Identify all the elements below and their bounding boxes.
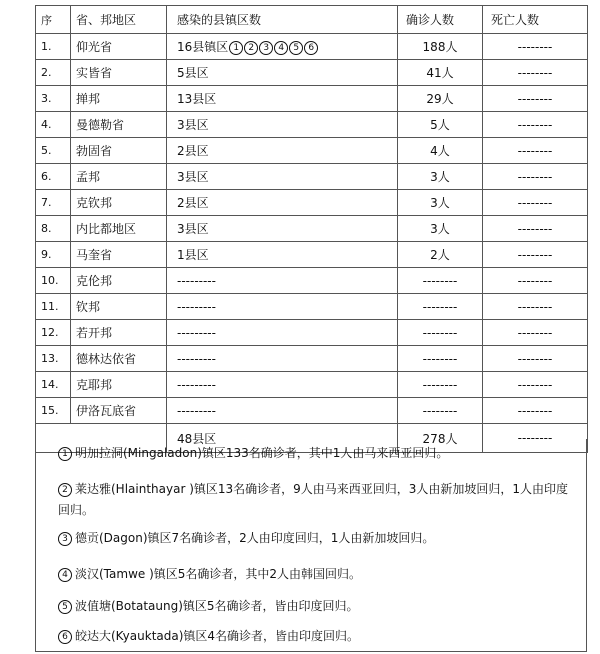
row-seq: 10.	[36, 268, 71, 294]
row-province: 掸邦	[71, 86, 167, 112]
row-seq: 8.	[36, 216, 71, 242]
row-districts: 2县区	[167, 190, 398, 216]
table-row	[36, 320, 588, 346]
row-province: 马奎省	[71, 242, 167, 268]
row-deaths: --------	[483, 320, 588, 346]
footnote-marker-6: 6	[304, 41, 318, 55]
row-seq: 14.	[36, 372, 71, 398]
row-confirmed: --------	[398, 372, 483, 398]
row-seq: 13.	[36, 346, 71, 372]
covid-cases-table	[35, 5, 588, 453]
row-seq: 5.	[36, 138, 71, 164]
row-deaths: --------	[483, 86, 588, 112]
row-seq: 11.	[36, 294, 71, 320]
row-province: 克伦邦	[71, 268, 167, 294]
row-deaths: --------	[483, 112, 588, 138]
row-districts: ---------	[167, 268, 398, 294]
row-districts: ---------	[167, 320, 398, 346]
row-districts: 3县区	[167, 164, 398, 190]
footnote	[58, 596, 578, 617]
table-row	[36, 112, 588, 138]
table-row	[36, 190, 588, 216]
header-province: 省、邦地区	[71, 6, 167, 34]
row-districts-text: 16县镇区	[177, 40, 229, 54]
table-row	[36, 294, 588, 320]
footnotes-section	[35, 439, 587, 652]
footnote-marker: 6	[58, 630, 72, 644]
footnote	[58, 479, 578, 521]
row-confirmed: 2人	[398, 242, 483, 268]
footnote-text: 明加拉洞(Mingaladon)镇区133名确诊者，其中1人由马来西亚回归。	[75, 446, 449, 460]
row-seq: 1.	[36, 34, 71, 60]
row-deaths: --------	[483, 216, 588, 242]
row-confirmed: 5人	[398, 112, 483, 138]
footnote-marker-1: 1	[229, 41, 243, 55]
row-districts: 3县区	[167, 216, 398, 242]
row-deaths: --------	[483, 34, 588, 60]
footnote	[58, 443, 578, 464]
row-districts: ---------	[167, 372, 398, 398]
row-confirmed: 4人	[398, 138, 483, 164]
table-row	[36, 372, 588, 398]
header-confirmed: 确诊人数	[398, 6, 483, 34]
row-seq: 4.	[36, 112, 71, 138]
row-seq: 2.	[36, 60, 71, 86]
row-deaths: --------	[483, 398, 588, 424]
row-districts: 3县区	[167, 112, 398, 138]
footnote	[58, 528, 578, 549]
footnote-text: 波值塘(Botataung)镇区5名确诊者，皆由印度回归。	[75, 599, 359, 613]
total-districts: 48县区	[167, 424, 398, 453]
row-confirmed: --------	[398, 346, 483, 372]
row-confirmed: 3人	[398, 190, 483, 216]
row-province: 钦邦	[71, 294, 167, 320]
row-province: 若开邦	[71, 320, 167, 346]
footnote-marker: 5	[58, 600, 72, 614]
footnote-marker-2: 2	[244, 41, 258, 55]
row-deaths: --------	[483, 372, 588, 398]
row-seq: 6.	[36, 164, 71, 190]
table-row	[36, 268, 588, 294]
table-row	[36, 60, 588, 86]
row-deaths: --------	[483, 60, 588, 86]
row-deaths: --------	[483, 268, 588, 294]
row-districts: 5县区	[167, 60, 398, 86]
table-row	[36, 242, 588, 268]
row-confirmed: --------	[398, 320, 483, 346]
footnote-marker: 1	[58, 447, 72, 461]
footnote-marker-3: 3	[259, 41, 273, 55]
footnote	[58, 564, 578, 585]
row-confirmed: --------	[398, 398, 483, 424]
row-province: 曼德勒省	[71, 112, 167, 138]
row-districts	[167, 34, 398, 60]
total-deaths: --------	[483, 424, 588, 453]
row-province: 仰光省	[71, 34, 167, 60]
footnote	[58, 626, 578, 647]
footnote-marker-4: 4	[274, 41, 288, 55]
header-seq: 序	[36, 6, 71, 34]
row-districts: 13县区	[167, 86, 398, 112]
row-deaths: --------	[483, 190, 588, 216]
row-province: 实皆省	[71, 60, 167, 86]
row-confirmed: 3人	[398, 164, 483, 190]
row-districts: ---------	[167, 346, 398, 372]
row-districts: ---------	[167, 398, 398, 424]
row-seq: 7.	[36, 190, 71, 216]
row-deaths: --------	[483, 242, 588, 268]
row-deaths: --------	[483, 294, 588, 320]
row-province: 内比都地区	[71, 216, 167, 242]
footnote-marker-5: 5	[289, 41, 303, 55]
footnote-text: 皎达大(Kyauktada)镇区4名确诊者，皆由印度回归。	[75, 629, 360, 643]
row-seq: 9.	[36, 242, 71, 268]
row-districts: 1县区	[167, 242, 398, 268]
row-seq: 12.	[36, 320, 71, 346]
row-province: 伊洛瓦底省	[71, 398, 167, 424]
row-districts: 2县区	[167, 138, 398, 164]
table-row	[36, 138, 588, 164]
table-row	[36, 398, 588, 424]
table-row	[36, 34, 588, 60]
row-deaths: --------	[483, 346, 588, 372]
header-deaths: 死亡人数	[483, 6, 588, 34]
footnote-marker: 3	[58, 532, 72, 546]
table-row	[36, 346, 588, 372]
footnote-marker: 4	[58, 568, 72, 582]
row-districts: ---------	[167, 294, 398, 320]
footnote-text: 德贡(Dagon)镇区7名确诊者，2人由印度回归，1人由新加坡回归。	[75, 531, 435, 545]
footnote-text: 莱达雅(Hlainthayar )镇区13名确诊者，9人由马来西亚回归，3人由新加坡回归，1人由印度回归。	[58, 482, 569, 517]
row-seq: 15.	[36, 398, 71, 424]
row-province: 克耶邦	[71, 372, 167, 398]
table-row	[36, 86, 588, 112]
row-confirmed: 29人	[398, 86, 483, 112]
row-province: 勃固省	[71, 138, 167, 164]
footnote-marker: 2	[58, 483, 72, 497]
total-confirmed: 278人	[398, 424, 483, 453]
table-header-row	[36, 6, 588, 34]
header-districts: 感染的县镇区数	[167, 6, 398, 34]
row-deaths: --------	[483, 164, 588, 190]
row-confirmed: 3人	[398, 216, 483, 242]
row-province: 德林达依省	[71, 346, 167, 372]
table-row	[36, 216, 588, 242]
table-row	[36, 164, 588, 190]
row-province: 孟邦	[71, 164, 167, 190]
row-confirmed: --------	[398, 294, 483, 320]
footnote-text: 淡汉(Tamwe )镇区5名确诊者，其中2人由韩国回归。	[75, 567, 362, 581]
row-province: 克钦邦	[71, 190, 167, 216]
row-confirmed: 188人	[398, 34, 483, 60]
row-deaths: --------	[483, 138, 588, 164]
row-confirmed: --------	[398, 268, 483, 294]
row-confirmed: 41人	[398, 60, 483, 86]
row-seq: 3.	[36, 86, 71, 112]
